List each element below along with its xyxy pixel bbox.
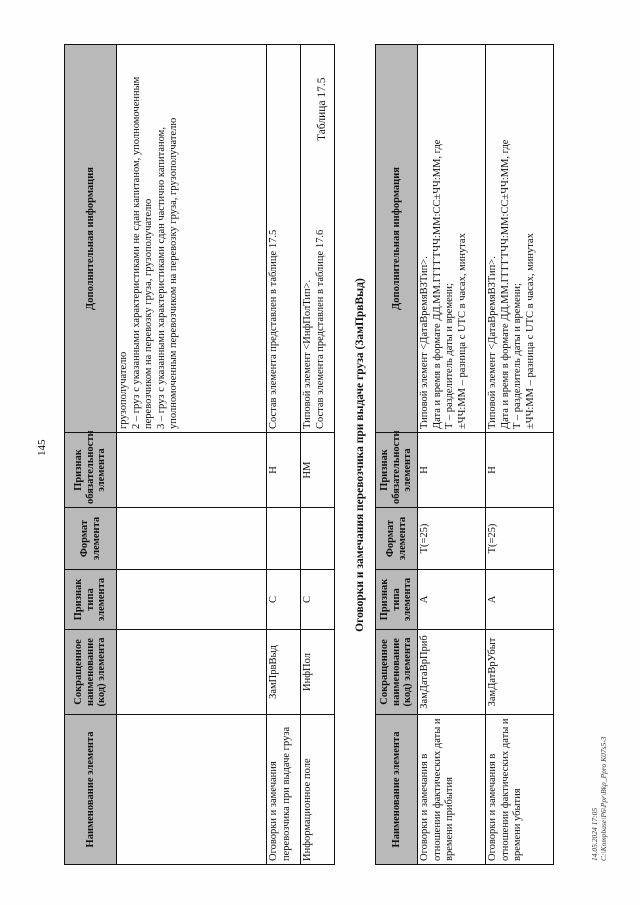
table-row — [301, 45, 335, 865]
info-line: Состав элемента представлен в таблице 17.5 — [268, 229, 279, 429]
cell-name: Оговорки и замечания перевозчика при выдаче груза — [267, 715, 301, 865]
cell-name — [117, 715, 267, 865]
info-line: ±ЧЧ:ММ – разница с UTC в часах, минутах — [456, 233, 468, 429]
table-row — [267, 45, 301, 865]
col-header-info: Дополнительная информация — [376, 45, 418, 433]
cell-code: ИнфПол — [301, 630, 335, 715]
cell-name: Информационное поле — [301, 715, 335, 865]
table-label: Таблица 17.5 — [316, 77, 328, 141]
col-header-required: Признак обязательности элемента — [65, 433, 117, 508]
cell-required — [117, 433, 267, 508]
col-header-type: Признак типа элемента — [65, 570, 117, 630]
cell-type: С — [267, 570, 301, 630]
table-row — [486, 45, 554, 865]
col-header-required: Признак обязательности элемента — [376, 433, 418, 508]
table-header-row — [376, 45, 418, 865]
footnote-line: C:\Kompbase\P6\Ppr\Bkp_Ppro K07s5-3 — [599, 736, 608, 861]
info-line: Состав элемента представлен в таблице 17.6 — [314, 229, 326, 429]
cell-required: НМ — [301, 433, 335, 508]
info-line: Типовой элемент <ИнфПолТип>. — [302, 279, 313, 429]
table-17-5 — [375, 44, 554, 865]
table-header-row — [65, 45, 117, 865]
cell-type: А — [486, 570, 554, 630]
info-line: Типовой элемент <ДатаВремяВЗТип>. — [419, 256, 430, 429]
col-header-code: Сокращенное наименование (код) элемента — [65, 630, 117, 715]
table-row — [117, 45, 267, 865]
cell-info — [486, 45, 554, 433]
cell-format: T(=25) — [418, 508, 486, 570]
cell-format — [267, 508, 301, 570]
info-line: Дата и время в формате ДД.ММ.ГГГГТЧЧ:ММ:СС±ЧЧ:ММ, где — [431, 139, 443, 429]
cell-info — [418, 45, 486, 433]
col-header-type: Признак типа элемента — [376, 570, 418, 630]
cell-required: Н — [267, 433, 301, 508]
cell-code: ЗамДатаВрПриб — [418, 630, 486, 715]
cell-type: С — [301, 570, 335, 630]
table-17-4-continuation — [64, 44, 335, 865]
cell-format — [117, 508, 267, 570]
col-header-name: Наименование элемента — [376, 715, 418, 865]
info-line: ±ЧЧ:ММ – разница с UTC в часах, минутах — [524, 233, 536, 429]
info-line: T – разделитель даты и времени; — [512, 283, 523, 429]
col-header-code: Сокращенное наименование (код) элемента — [376, 630, 418, 715]
info-line: Типовой элемент <ДатаВремяВЗТип>. — [487, 256, 498, 429]
cell-info — [117, 45, 267, 433]
table-row — [418, 45, 486, 865]
cell-code: ЗамДатВрУбыт — [486, 630, 554, 715]
col-header-name: Наименование элемента — [65, 715, 117, 865]
col-header-format: Формат элемента — [376, 508, 418, 570]
cell-name: Оговорки и замечания в отношении фактических даты и времени прибытия — [418, 715, 486, 865]
cell-name: Оговорки и замечания в отношении фактических даты и времени убытия — [486, 715, 554, 865]
cell-info — [267, 45, 301, 433]
table-title: Оговорки и замечания перевозчика при выдаче груза (ЗамПрвВыд) — [354, 278, 366, 632]
info-line: грузополучателю — [118, 351, 129, 429]
cell-required: Н — [486, 433, 554, 508]
info-line: 3 – груз с указанными характеристиками сдан частично капитаном, уполномоченным перевозчиком на перевозку груза, грузополучателю — [155, 117, 179, 429]
info-line: Дата и время в формате ДД.ММ.ГГГГТЧЧ:ММ:СС±ЧЧ:ММ, где — [499, 139, 511, 429]
cell-required: Н — [418, 433, 486, 508]
footnote-line: 14.05.2024 17:05 — [590, 807, 599, 861]
footnote — [590, 736, 608, 861]
col-header-info: Дополнительная информация — [65, 45, 117, 433]
cell-code — [117, 630, 267, 715]
cell-format — [301, 508, 335, 570]
cell-format: T(=25) — [486, 508, 554, 570]
info-line: T – разделитель даты и времени; — [444, 283, 455, 429]
info-line: 2 – груз с указанными характеристиками не сдан капитаном, уполномоченным перевозчиком на перевозку груза, грузополучателю — [130, 76, 154, 429]
col-header-format: Формат элемента — [65, 508, 117, 570]
cell-type: А — [418, 570, 486, 630]
cell-code: ЗамПрвВыд — [267, 630, 301, 715]
page-number: 145 — [36, 439, 48, 456]
cell-type — [117, 570, 267, 630]
